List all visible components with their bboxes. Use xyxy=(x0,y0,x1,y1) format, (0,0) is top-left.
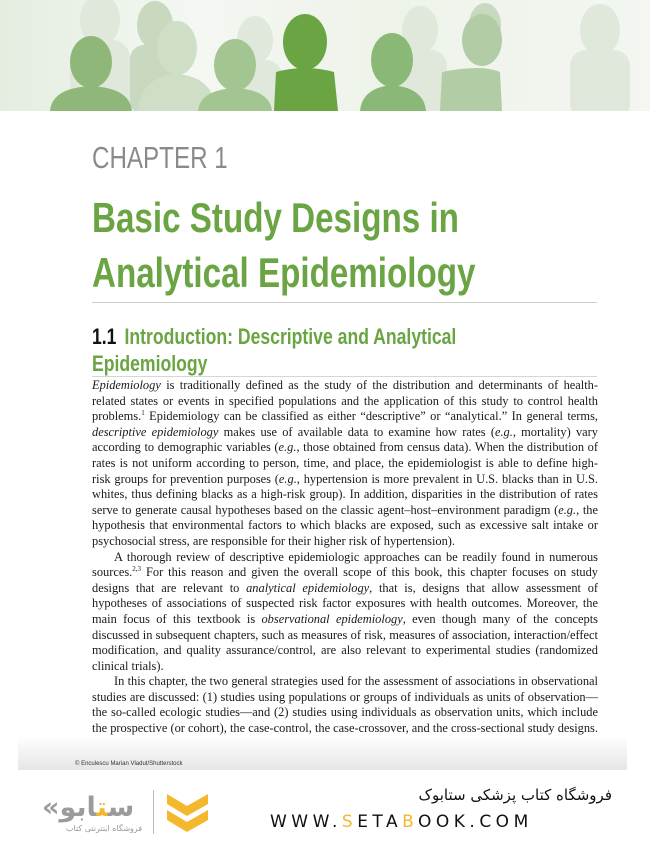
section-title-line: Epidemiology xyxy=(92,351,208,376)
section-divider xyxy=(92,376,597,377)
text: , those obtained from census data). When the distribution of rates is not uniform according to person, time, and place, the epidemiologist is able to define high-risk groups for prevention purposes ( xyxy=(92,440,598,486)
title-divider xyxy=(92,302,597,303)
term-descriptive-epidemiology: descriptive epidemiology xyxy=(92,424,219,439)
section-title-line: Introduction: Descriptive and Analytical xyxy=(124,324,457,349)
text: makes use of available data to examine how rates ( xyxy=(218,424,495,439)
text: , hypertension is more prevalent in U.S. blacks than in U.S. whites, thus defining blacks as a high-risk group). In addition, disparities in the distribution of rates serve to generate causal hypotheses based on the classic agent–host–environment paradigm ( xyxy=(92,471,598,517)
footnote-ref: 2,3 xyxy=(132,565,142,573)
store-url[interactable] xyxy=(270,812,533,832)
text: , mortality) vary according to demographic variables ( xyxy=(92,424,598,455)
chapter-title-line: Basic Study Designs in xyxy=(92,194,459,241)
chapter-label: CHAPTER 1 xyxy=(92,140,228,175)
store-name: فروشگاه کتاب پزشکی ستابوک xyxy=(418,786,612,804)
paragraph-2 xyxy=(92,550,598,675)
text: is traditionally defined as the study of the distribution and determinants of health-related states or events in specified populations and the application of this study to control health problems. xyxy=(92,378,598,424)
eg: e.g. xyxy=(494,424,513,439)
logo-subtitle: فروشگاه اینترنتی کتاب xyxy=(66,824,143,833)
setabook-logo xyxy=(42,792,134,823)
header-banner-image xyxy=(0,0,650,111)
text: For this reason and given the overall scope of this book, this chapter focuses on study designs that are relevant to xyxy=(92,565,598,595)
logo-part: ابو xyxy=(59,792,97,823)
paragraph-1 xyxy=(92,378,598,550)
eg: e.g. xyxy=(278,440,297,455)
term-epidemiology: Epidemiology xyxy=(92,378,161,392)
text: , the hypothesis that environmental factors to which blacks are exposed, such as excessive salt intake or psychosocial stress, are responsible for their higher risk of hypertension). xyxy=(92,502,598,548)
text: A thorough review of descriptive epidemiologic approaches can be readily found in numerous sources. xyxy=(92,549,598,580)
photo-credit: © Enculescu Marian Vladut/Shutterstock xyxy=(75,761,183,767)
people-silhouettes-illustration xyxy=(0,0,650,111)
chevron-logo-icon xyxy=(165,790,210,835)
eg: e.g. xyxy=(278,471,297,486)
paragraph-3 xyxy=(92,674,598,736)
text: In this chapter, the two general strategies used for the assessment of associations in observational studies are discussed: (1) studies using populations or groups of individuals as units of observation—the so-called ecologic studies—and (2) studies using individuals as observation units, which include the prospective (or cohort), the case-control, the case-crossover, and the cross-sectional study designs. xyxy=(92,674,598,736)
logo-divider xyxy=(153,790,154,834)
section-number: 1.1 xyxy=(92,324,117,349)
chapter-title xyxy=(92,190,476,300)
url-part: ETA xyxy=(357,812,403,832)
eg: e.g. xyxy=(558,502,577,517)
body-text xyxy=(92,378,598,737)
chapter-title-line: Analytical Epidemiology xyxy=(92,249,476,296)
url-part: WWW. xyxy=(270,812,342,832)
term-observational-epidemiology: observational epidemiology xyxy=(261,611,403,626)
url-part: S xyxy=(341,812,358,832)
section-heading xyxy=(92,323,456,377)
url-part: B xyxy=(402,812,418,832)
term-analytical-epidemiology: analytical epidemiology xyxy=(246,580,370,595)
logo-part: ت xyxy=(96,792,108,823)
url-part: OOK.COM xyxy=(418,812,533,832)
logo-part: «س xyxy=(42,792,135,823)
text: Epidemiology can be classified as either “descriptive” or “analytical.” In general terms, xyxy=(144,409,598,424)
footnote-ref: 1 xyxy=(141,409,145,418)
text: , even though many of the concepts discussed in subsequent chapters, such as measures of risk, measures of association, interaction/effect modification, and quality assurance/control, are also relevant to experimental studies (randomized clinical trials). xyxy=(92,611,598,673)
text: , that is, designs that allow assessment of hypotheses of associations of suspected risk factor exposures with health outcomes. Moreover, the main focus of this textbook is xyxy=(92,580,599,626)
